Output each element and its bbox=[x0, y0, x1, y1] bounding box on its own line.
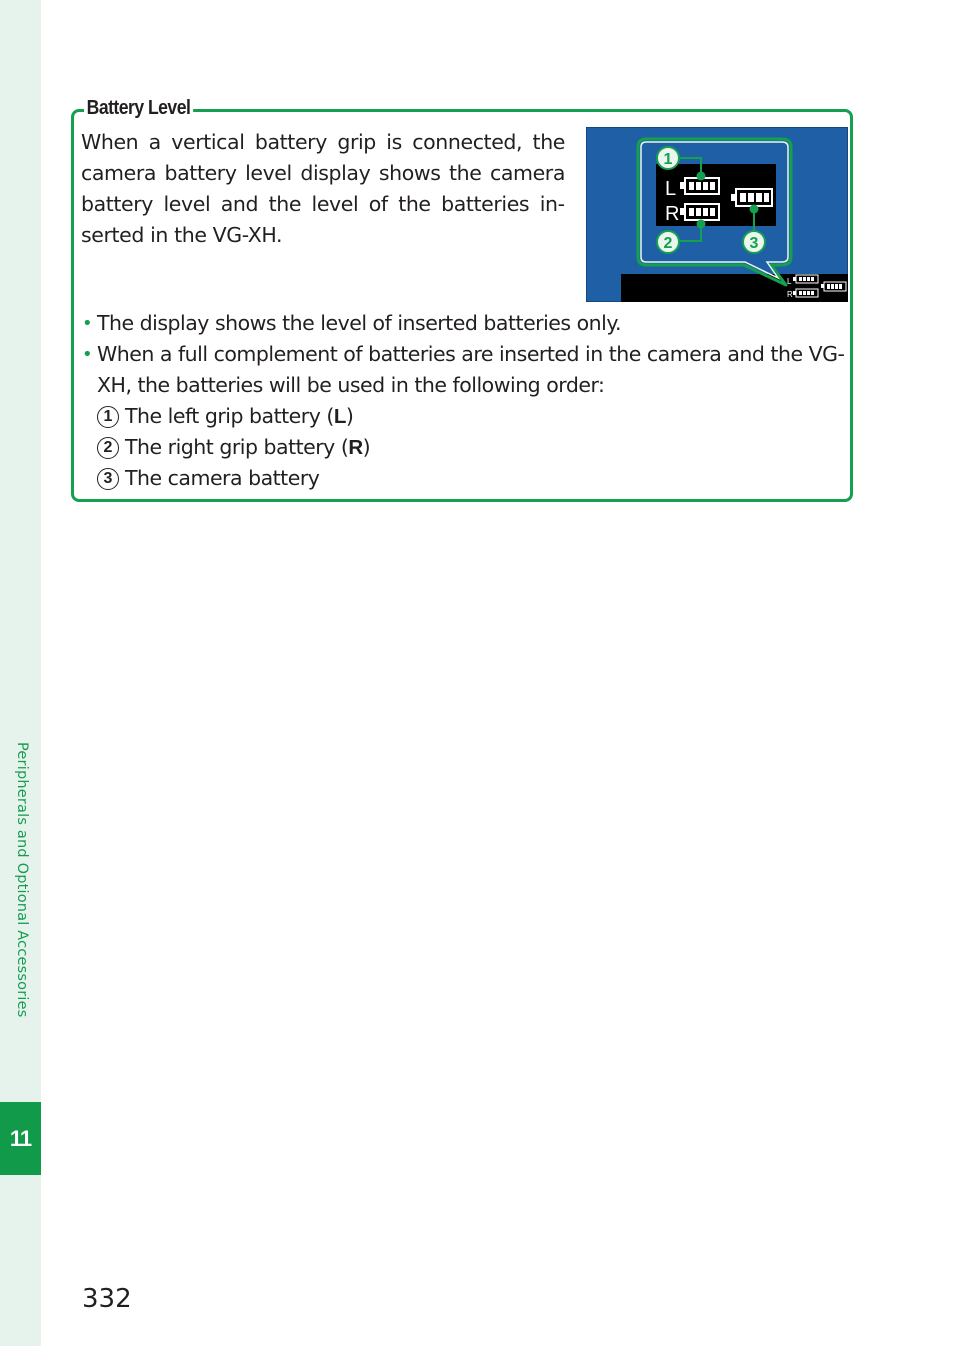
battery-order-list bbox=[97, 401, 851, 494]
number-1-icon: 1 bbox=[97, 406, 119, 428]
svg-text:1: 1 bbox=[663, 151, 673, 168]
bullet-icon: • bbox=[82, 313, 93, 334]
right-key: R bbox=[348, 436, 363, 459]
grip-left-label: L bbox=[665, 178, 677, 200]
svg-text:2: 2 bbox=[663, 235, 673, 252]
note-title: Battery Level bbox=[84, 97, 193, 120]
number-3-icon: 3 bbox=[97, 468, 119, 490]
note-bullet-list bbox=[81, 308, 851, 494]
order-item-1: 1 The left grip battery ( L ) bbox=[97, 401, 851, 432]
bullet-item: • The display shows the level of inserted batteries only. bbox=[81, 308, 851, 339]
note-intro: When a vertical battery grip is connected, the camera battery level display shows the camera battery level and the level of the batteries inserted in the VG-XH. bbox=[81, 130, 565, 247]
page-number: 332 bbox=[82, 1284, 132, 1314]
order-item-2: 2 The right grip battery ( R ) bbox=[97, 432, 851, 463]
order-item-3: 3 The camera battery bbox=[97, 463, 851, 494]
battery-level-illustration bbox=[586, 127, 848, 302]
chapter-title: Peripherals and Optional Accessories bbox=[14, 742, 30, 1018]
callout-1 bbox=[657, 147, 679, 169]
chapter-number-tab: 11 bbox=[0, 1102, 41, 1175]
svg-text:3: 3 bbox=[749, 235, 759, 252]
bullet-item: • When a full complement of batteries are inserted in the camera and the VG-XH, the batteries will be used in the following order: 1 The left grip battery ( L ) 2 The right grip battery ( R ) 3 The camera battery bbox=[81, 339, 851, 494]
mini-left-label: L bbox=[787, 277, 792, 286]
bullet-icon: • bbox=[82, 344, 93, 365]
mini-right-label: R bbox=[787, 290, 793, 299]
grip-right-label: R bbox=[665, 203, 680, 225]
number-2-icon: 2 bbox=[97, 437, 119, 459]
callout-2 bbox=[657, 231, 679, 253]
callout-3 bbox=[743, 231, 765, 253]
left-key: L bbox=[333, 405, 346, 428]
